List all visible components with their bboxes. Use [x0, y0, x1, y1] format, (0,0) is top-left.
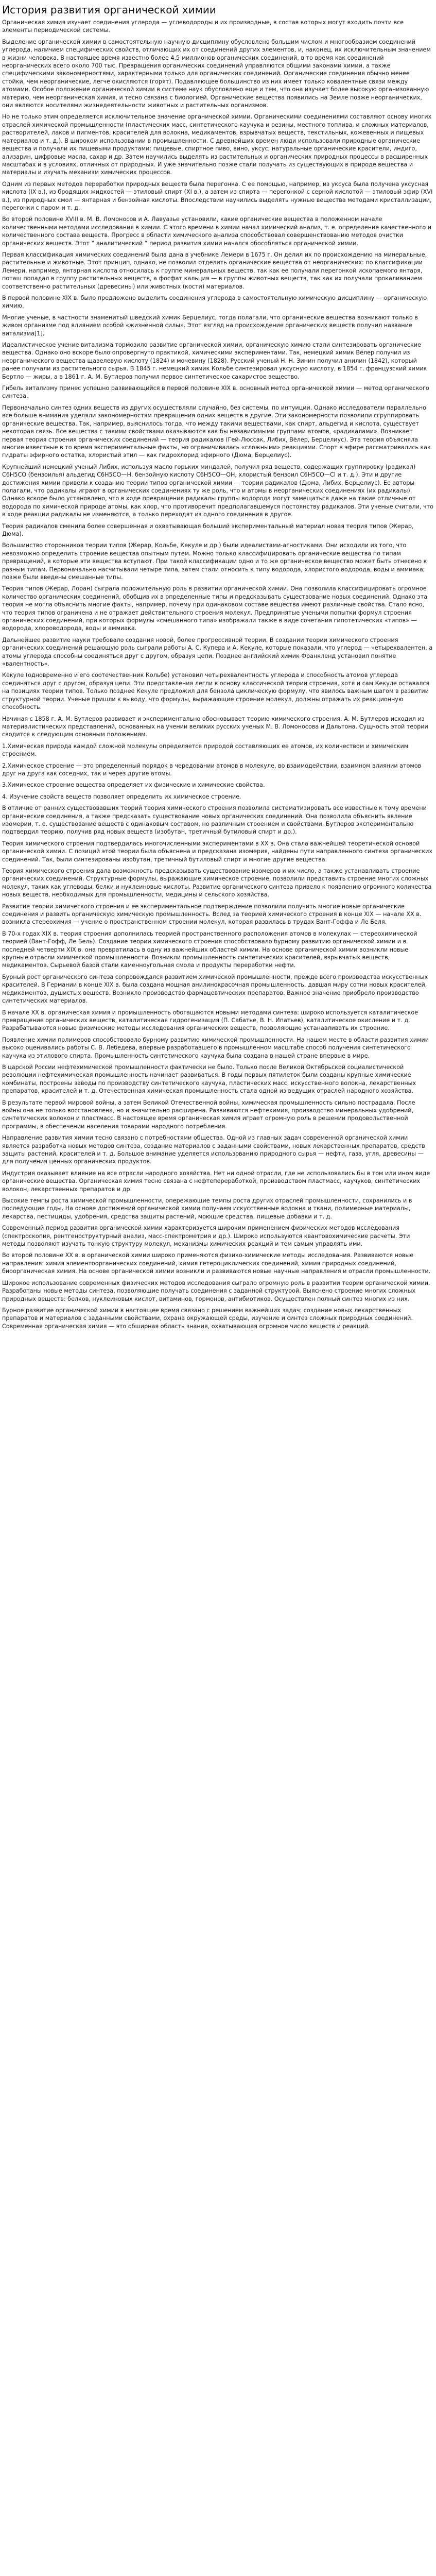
article-paragraph: Начиная с 1858 г. А. М. Бутлеров развивает и экспериментально обосновывает теорию химического строения. А. М. Бутлеров исходил из материалистических представлений, основанных на учении великих русских ученых М. В. Ломоносова и Дальтона. Сущность этой теории сводится к следующим основным положениям.	[2, 715, 428, 738]
article-paragraph: Появление химии полимеров способствовало бурному развитию химической промышленности. На нашем месте в области развития химии высоко оценивались работы С. В. Лебедева, впервые разработавшего в промышленном масштабе способ получения синтетического каучука из этилового спирта. Промышленность синтетического каучука была создана в нашей стране впервые в мире.	[2, 1036, 429, 1059]
article-body	[2, 19, 434, 1330]
article-paragraph: Выделение органической химии в самостоятельную научную дисциплину обусловлено большим числом и многообразием соединений углерода, наличием специфических свойств, отличающих их от соединений других элементов, и, наконец, их исключительным значением в жизни человека. В настоящее время известно более 4,5 миллионов органических соединений, в то время как соединений неорганических всего около 700 тыс. Превращения органических соединений управляются общими законами химии, а также специфическими закономерностями, характерными только для органических соединений. Органические соединения обычно менее стойки, чем неорганические, легче окисляются (горят). Подавляющее большинство из них имеет только ковалентные связи между атомами. Особое положение органической химии в системе наук обусловлено еще и тем, что она изучает более высокую организованную материю, чем неорганическая химия, и тесно связана с биологией. Органические вещества появились на Земле позже неорганических, они являются носителями жизнедеятельности животных и растительных организмов.	[2, 38, 431, 109]
article-paragraph: Первая классификация химических соединений была дана в учебнике Лемери в 1675 г. Он делил их по происхождению на минеральные, растительные и животные. Этот принцип, однако, не позволил отделить органические вещества от неорганических: по классификации Лемери, например, янтарная кислота относилась к группе минеральных веществ, так как ее получали перегонкой ископаемого янтаря, поташ попадал в группу растительных веществ, а фосфат кальция — в группы животных веществ, так как их получали прокаливанием соответственно растительных (древесины) или животных (кости) материалов.	[2, 251, 427, 290]
article-paragraph: Одним из первых методов переработки природных веществ была перегонка. С ее помощью, например, из уксуса была получена уксусная кислота (IX в.), из бродящих жидкостей — этиловый спирт (XI в.), а затем из спирта — перегонкой с серной кислотой — этиловый эфир (XVI в.), из природных смол — янтарная и бензойная кислоты. Впоследствии научились выделять нужные вещества методами кристаллизации, перегонки с паром и т. д.	[2, 180, 433, 211]
article-paragraph: 4. Изучение свойств веществ позволяет определить их химическое строение.	[2, 793, 241, 800]
article-paragraph: Теория радикалов сменила более совершенная и охватывающая больший экспериментальный материал новая теория типов (Жерар, Дюма).	[2, 522, 414, 537]
article-paragraph: Теория химического строения дала возможность предсказывать существование изомеров и их число, а также устанавливать строение органических соединений. Структурные формулы, выражающие химическое строение, позволили представить строение многих сложных молекул, таких как углеводы, белки и нуклеиновые кислоты. Развитие органического синтеза привело к появлению огромного количества новых веществ, необходимых для промышленности, медицины и сельского хозяйства.	[2, 868, 432, 899]
article-paragraph: Широкое использование современных физических методов исследования сыграло огромную роль в развитии теории органической химии. Разработаны новые методы синтеза, позволяющие получать соединения с заданной структурой. Выяснено строение многих сложных природных веществ: белков, нуклеиновых кислот, витаминов, гормонов, антибиотиков. Осуществлен полный синтез многих из них.	[2, 1279, 430, 1302]
article-paragraph: Гибель витализму принес успешно развивающийся в первой половине XIX в. основный метод органической химии — метод органического синтеза.	[2, 385, 429, 400]
article-paragraph: Первоначально синтез одних веществ из других осуществляли случайно, без системы, по интуиции. Однако исследователи параллельно все больше внимания уделяли закономерностям превращения одних веществ в другие. Эти закономерности позволили сгруппировать органические вещества. Так, например, выяснилось тогда, что между такими веществами, как спирт, альдегид и кислота, существует некоторая связь. Все вещества с такими свойствами оказываются как бы независимыми группами атомов, «радикалами». Возникает первая теория строения органических соединений — теория радикалов (Гей-Люссак, Либих, Вёлер, Берцелиус). Эта теория объясняла многие известные в то время экспериментальные факты, но ограничивалась «сложными» реакциями. Спорт в эфире рассматривались как гидраты эфирного остатка, хлористый этил — как гидрохлорид эфирного (Дюма, Берцелиус).	[2, 404, 431, 459]
article-paragraph: Во второй половине XVIII в. М. В. Ломоносов и А. Лавуазье установили, какие органические вещества в положенном начале количественными методами исследования в химии. С этого времени в химии начал химический анализ, т. е. определение качественного и количественного состава веществ. Прогресс в области химического анализа способствовал совершенствованию методов очистки органических веществ. Этот ‟ аналитический ” период развития химии начался обособляться органической химии.	[2, 216, 432, 247]
article-paragraph: Крупнейший немецкий ученый Либих, используя масло горьких миндалей, получил ряд веществ, содержащих группировку (радикал) C6H5CO (бензоилья) альдегид C6H5CO—H, бензойную кислоту C6H5CO—OH, хлористый бензоил C6H5CO—Cl и т. д.). Эти и другие достижения химии привели к созданию теории типов органической химии — теории радикалов (Дюма, Либих, Берцелиус). Ее авторы полагали, что радикалы играют в органических соединениях ту же роль, что и атомы в неорганических соединениях (их радикалы). Однако вскоре было установлено, что в ходе превращения радикалы группы водорода могут замещаться даже на такие отличные от водорода по химической природе атомы, как хлор, что противоречит предполагавшемуся постоянству радикалов. Эти ученые считали, что в ходе реакции радикалы не изменяются, а только переходят из одного соединения в другое.	[2, 463, 433, 518]
article-paragraph: 1.Химическая природа каждой сложной молекулы определяется природой составляющих ее атомов, их количеством и химическим строением.	[2, 742, 409, 758]
article-paragraph: В начале XX в. органическая химия и промышленность обогащаются новыми методами синтеза: широко используется каталитическое превращение органических веществ, каталитическая гидрогенизация (П. Сабатье, В. Н. Ипатьев), каталитическое окисление и т. д. Разрабатываются новые физические методы исследования органических веществ, позволяющие устанавливать их строение.	[2, 1009, 418, 1032]
article-paragraph: Во второй половине XX в. в органической химии широко применяются физико-химические методы исследования. Развиваются новые направления: химия элементоорганических соединений, химия гетероциклических соединений, химия природных соединений, биоорганическая химия. На основе органической химии возникли и развиваются новые научные направления и отрасли промышленности.	[2, 1252, 431, 1275]
article-paragraph: Идеалистическое учение витализма тормозило развитие органической химии, органическую химию стали синтезировать органические вещества. Однако оно вскоре было опровергнуто практикой, химическими экспериментами. Так, немецкий химик Вёлер получил из неорганического вещества щавелевую кислоту (1824) и мочевину (1828). Русский ученый Н. Н. Зинин получил анилин (1842), который ранее получали из растительного сырья. В 1845 г. немецкий химик Кольбе синтезировал уксусную кислоту, в 1854 г. французский химик Бертло — жиры, а в 1861 г. А. М. Бутлеров получил первое синтетическое сахаристое вещество.	[2, 342, 427, 380]
article-paragraph: Теория типов (Жерар, Лоран) сыграла положительную роль в развитии органической химии. Она позволила классифицировать огромное количество органических соединений, обобщив их в определенные типы и предсказывать существование новых соединений. Однако эта теория не могла объяснить многие факты, например, почему при одинаковом составе вещества имеют различные свойства. Стало ясно, что теория типов ограничена и не отражает действительного строения молекул. Предпринятые учеными попытки формул строения органических соединений, при которых формулы «смешанного типа» изображали также в виде сочетания гипотетических «типов» — водорода, хлороводорода, воды и аммиака.	[2, 585, 428, 632]
article-paragraph: 3.Химическое строение вещества определяет их физические и химические свойства.	[2, 782, 265, 789]
article-paragraph: Бурный рост органического синтеза сопровождался развитием химической промышленности, прежде всего производства искусственных красителей. В Германии в конце XIX в. была создана мощная анилинокрасочная промышленность, давшая миру сотни новых красителей, медикаментов, душистых веществ. Возникло производство фармацевтических препаратов. Важное значение приобрело производство синтетических материалов.	[2, 973, 428, 1005]
article-paragraph: Многие ученые, в частности знаменитый шведский химик Берцелиус, тогда полагали, что органические вещества возникают только в живом организме под влиянием особой «жизненной силы». Этот взгляд на происхождение органических веществ получил название витализма[1].	[2, 314, 418, 337]
article-paragraph: Бурное развитие органической химии в настоящее время связано с решением важнейших задач: создание новых лекарственных препаратов и материалов с заданными свойствами, охрана окружающей среды, изучение и синтез сложных природных соединений. Современная органическая химия — это обширная область знания, охватывающая огромное число веществ и реакций.	[2, 1307, 413, 1330]
article-paragraph: Теория химического строения подтвердилась многочисленными экспериментами в XX в. Она стала важнейшей теоретической основой органической химии. С позиций этой теории была объяснена и предсказана изомерия, найдены пути направленного синтеза органических соединений. Так, были синтезированы изобутан, третичный бутиловый спирт и многие другие вещества.	[2, 840, 432, 863]
article-paragraph: В царской России нефтехимической промышленности фактически не было. Только после Великой Октябрьской социалистической революции нефтехимическая промышленность начинает развиваться. В годы первых пятилеток были созданы крупные химические комбинаты, построены заводы по производству синтетического каучука, пластических масс, искусственного волокна, лекарственных препаратов, красителей и т. д. Отечественная химическая промышленность стала одной из ведущих отраслей народного хозяйства.	[2, 1063, 416, 1095]
article-paragraph: Дальнейшее развитие науки требовало создания новой, более прогрессивной теории. В создании теории химического строения органических соединений решающую роль сыграли работы А. С. Купера и А. Кекуле, которые показали, что углерод — четырехвалентен, а атомы углерода способны соединяться друг с другом, образуя цепи. Позднее английский химик Франкленд установил понятие «валентность».	[2, 636, 433, 668]
article-paragraph: В результате первой мировой войны, а затем Великой Отечественной войны, химическая промышленность сильно пострадала. После войны она не только восстановлена, но и значительно расширена. Развиваются нефтехимия, производство минеральных удобрений, синтетических волокон и пластмасс. В настоящее время органическая химия играет огромную роль в решении продовольственной программы, в обеспечении населения товарами народного потребления.	[2, 1099, 415, 1130]
article-paragraph: Органическая химия изучает соединения углерода — углеводороды и их производные, в состав которых могут входить почти все элементы периодической системы.	[2, 19, 404, 34]
article-paragraph: Индустрия оказывает влияние на все отрасли народного хозяйства. Нет ни одной отрасли, где не использовались бы в том или ином виде органические вещества. Органическая химия тесно связана с нефтепереработкой, производством пластмасс, каучуков, синтетических волокон, лекарственных препаратов и др.	[2, 1170, 430, 1193]
page-title: История развития органической химии	[2, 4, 216, 16]
article-paragraph: Высокие темпы роста химической промышленности, опережающие темпы роста других отраслей промышленности, сохранились и в последующие годы. На основе достижений органической химии получаем искусственные волокна и ткани, полимерные материалы, лекарства, пестициды, удобрения, средства защиты растений, моющие средства, пищевые добавки и т. д.	[2, 1197, 412, 1220]
article-paragraph: В отличие от ранних существовавших теорий теория химического строения позволила систематизировать все известные к тому времени органические соединения, а также предсказать существование новых органических соединений. Она позволила объяснить явление изомерии, т. е. существование веществ с одинаковым составом, но различным строением и свойствами. Бутлеров экспериментально подтвердил теорию, получив ряд новых веществ (изобутан, третичный бутиловый спирт и др.).	[2, 805, 427, 836]
article-paragraph: Кекуле (одновременно и его соотечественник Кольбе) установил четырехвалентность углерода и способность атомов углерода соединяться друг с другом, образуя цепи. Эти представления легли в основу классической теории строения, хотя и сам Кекуле оставался на позициях теории типов. Только позднее Кекуле предложил для бензола циклическую формулу, что явилось важным шагом в развитии структурной теории. Ученые пришли к выводу, что формулы, выражающие строение молекул, должны отражать их реакционную способность.	[2, 672, 430, 711]
article-paragraph: 2.Химическое строение — это определенный порядок в чередовании атомов в молекуле, во взаимодействии, взаимном влиянии атомов друг на друга как соседних, так и через другие атомы.	[2, 762, 422, 777]
article-paragraph: В первой половине XIX в. было предложено выделить соединения углерода в самостоятельную химическую дисциплину — органическую химию.	[2, 295, 427, 310]
article-paragraph: Развитие теории химического строения и ее экспериментальное подтверждение позволили получить многие новые органические соединения и развить органическую химическую промышленность. Вслед за теорией химического строения в конце XIX — начале XX в. возникла стереохимия — учение о пространственном строении молекул, которая развилась в трудах Вант-Гоффа и Ле Беля.	[2, 903, 422, 926]
article-paragraph: Но не только этим определяется исключительное значение органической химии. Органическими соединениями составляют основу многих отраслей химической промышленности (пластических масс, синтетического каучука и резины, местного топлива, и сложных материалов, растворителей, лаков и пигментов, красителей для волокна, медикаментов, взрывчатых веществ, текстильных, кожевенных и пищевых материалов и т. д.). В широком использовании в промышленности. С древнейших времен люди использовали природные органические вещества и получали их пищевыми продуктами: пищевые, спиртное пиво, вино, уксус; натуральные органические красители, индиго, ализарин, цифровые масла, сахар и др. Затем научились выделять из растительных и органических природных процессы в расширенных масштабах и в условиях, отличных от природных. И уже значительно позже стали получать из существующих в природе вещества и материалы и изучать механизм химических процессов.	[2, 113, 432, 176]
article-paragraph: Современный период развития органической химии характеризуется широким применением физических методов исследования (спектроскопия, рентгеноструктурный анализ, масс-спектрометрия и др.). Широко используются квантовохимические расчеты. Эти методы позволяют изучать тонкую структуру молекул, механизмы химических реакций и тем самым управлять ими.	[2, 1225, 410, 1248]
article-paragraph: Вольшинство сторонников теории типов (Жерар, Кольбе, Кекуле и др.) были идеалистами-агностиками. Они исходили из того, что невозможно определить строение вещества опытным путем. Можно только классифицировать органические вещества по типам превращений, в которые эти вещества вступают. При такой классификации одно и то же органическое вещество может быть отнесено к разным типам. Первоначально насчитывали четыре типа, затем стали относить к типу водорода, хлористого водорода, воды и аммиака; позже были введены смешанные типы.	[2, 542, 427, 581]
article-paragraph: Направление развития химии тесно связано с потребностями общества. Одной из главных задач современной органической химии является разработка новых методов синтеза, создание материалов с заданными свойствами, новых лекарственных препаратов, средств защиты растений, красителей и т. д. Большое внимание уделяется использованию природного сырья — нефти, газа, угля, древесины — для получения ценных органических продуктов.	[2, 1134, 425, 1165]
article-paragraph: В 70-х годах XIX в. теория строения дополнилась теорией пространственного расположения атомов в молекулах — стереохимической теорией (Вант-Гофф, Ле Бель). Создание теории химического строения способствовало бурному развитию органической химии и в последней четверти XIX в. она превратилась в одну из важнейших областей химии. На основе органической химии возникли новые крупные отрасли химической промышленности. Возникли промышленность синтетических красителей, взрывчатых веществ, медикаментов. Сырьевой базой стали каменноугольная смола и продукты переработки нефти.	[2, 930, 417, 969]
